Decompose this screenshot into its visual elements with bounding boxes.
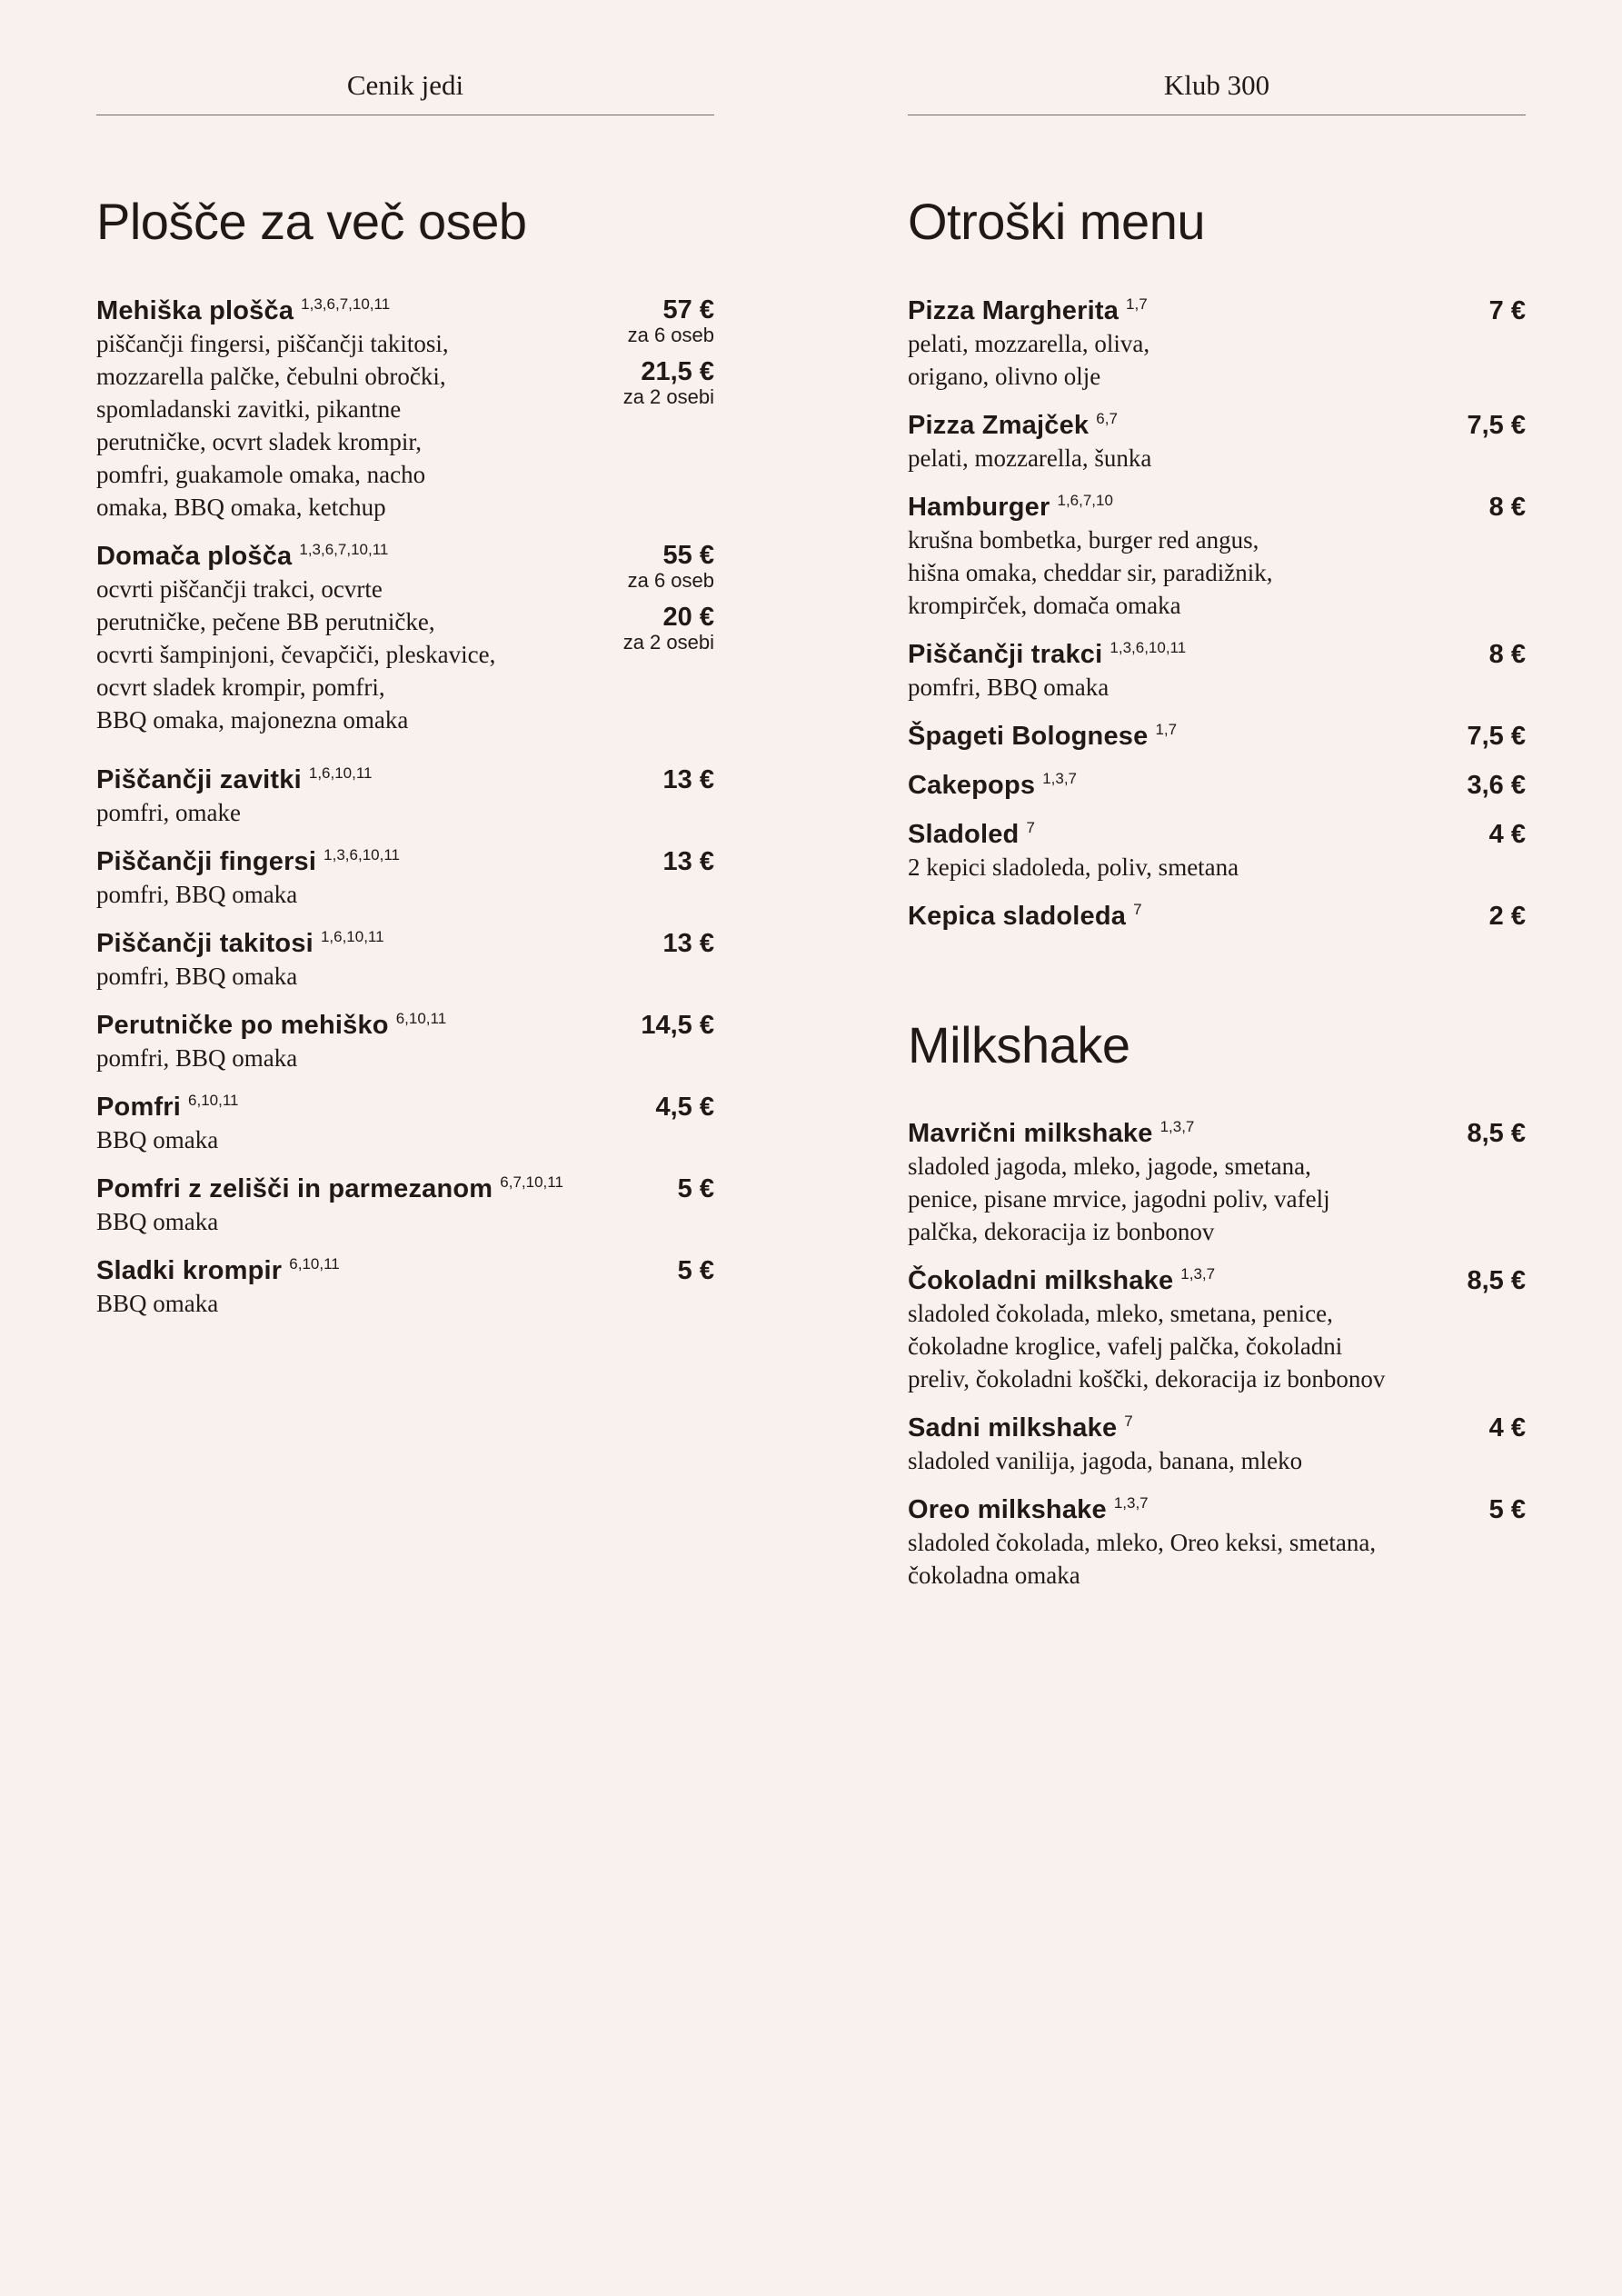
item-price: 55 € bbox=[662, 541, 714, 570]
item-description: BBQ omaka bbox=[96, 1126, 219, 1153]
desc-line: krompirček, domača omaka bbox=[908, 592, 1181, 619]
menu-item bbox=[908, 1412, 1526, 1477]
item-name: Piščančji fingersi bbox=[96, 847, 317, 876]
item-allergens: 6,10,11 bbox=[188, 1092, 239, 1109]
price-options bbox=[623, 294, 714, 418]
item-allergens: 1,3,7 bbox=[1159, 1118, 1195, 1135]
item-name: Piščančji zavitki bbox=[96, 765, 302, 794]
menu-item bbox=[96, 764, 714, 829]
desc-line: sladoled čokolada, mleko, Oreo keksi, smetana, bbox=[908, 1529, 1377, 1556]
item-allergens: 6,10,11 bbox=[289, 1255, 340, 1273]
item-description bbox=[908, 1297, 1417, 1395]
item-description bbox=[908, 1150, 1417, 1248]
item-price: 4 € bbox=[1488, 1413, 1526, 1442]
desc-line: perutničke, pečene BB perutničke, bbox=[96, 608, 435, 635]
item-name: Pizza Margherita bbox=[908, 296, 1119, 325]
item-description bbox=[908, 524, 1417, 622]
item-name: Čokoladni milkshake bbox=[908, 1266, 1174, 1295]
desc-line: hišna omaka, cheddar sir, paradižnik, bbox=[908, 559, 1273, 586]
item-name: Hamburger bbox=[908, 493, 1050, 522]
item-price: 5 € bbox=[677, 1174, 714, 1203]
item-description bbox=[96, 573, 532, 736]
menu-item bbox=[96, 1254, 714, 1320]
menu-item bbox=[96, 845, 714, 911]
item-allergens: 1,6,7,10 bbox=[1057, 492, 1113, 509]
item-allergens: 1,3,6,10,11 bbox=[1110, 639, 1187, 656]
desc-line: sladoled jagoda, mleko, jagode, smetana, bbox=[908, 1153, 1311, 1180]
item-description: pomfri, BBQ omaka bbox=[96, 1044, 298, 1072]
desc-line: omaka, BBQ omaka, ketchup bbox=[96, 494, 386, 521]
desc-line: ocvrt sladek krompir, pomfri, bbox=[96, 674, 385, 701]
item-allergens: 6,7 bbox=[1096, 410, 1118, 427]
desc-line: ocvrti piščančji trakci, ocvrte bbox=[96, 575, 383, 603]
menu-item bbox=[96, 1173, 714, 1238]
menu-item bbox=[908, 409, 1526, 474]
item-allergens: 7 bbox=[1124, 1413, 1133, 1430]
item-description: pomfri, BBQ omaka bbox=[96, 963, 298, 990]
item-allergens: 7 bbox=[1133, 901, 1142, 918]
menu-item bbox=[908, 769, 1526, 802]
milkshake-list bbox=[908, 1117, 1526, 1608]
item-allergens: 6,10,11 bbox=[395, 1010, 447, 1027]
desc-line: mozzarella palčke, čebulni obročki, bbox=[96, 363, 446, 390]
section-title-kids: Otroški menu bbox=[908, 193, 1205, 250]
item-description bbox=[908, 442, 1417, 474]
item-allergens: 1,7 bbox=[1155, 721, 1178, 738]
desc-line: piščančji fingersi, piščančji takitosi, bbox=[96, 330, 449, 357]
platters-list bbox=[96, 294, 714, 1336]
menu-item bbox=[96, 1009, 714, 1074]
desc-line: ocvrti šampinjoni, čevapčiči, pleskavice, bbox=[96, 641, 496, 668]
item-price: 8,5 € bbox=[1467, 1266, 1526, 1295]
desc-line: pelati, mozzarella, oliva, bbox=[908, 330, 1150, 357]
item-description bbox=[908, 851, 1417, 883]
item-allergens: 1,3,6,7,10,11 bbox=[301, 295, 391, 313]
item-name: Perutničke po mehiško bbox=[96, 1011, 389, 1040]
menu-item bbox=[96, 294, 714, 524]
desc-line: spomladanski zavitki, pikantne bbox=[96, 395, 402, 423]
item-name: Špageti Bolognese bbox=[908, 722, 1149, 751]
item-description: BBQ omaka bbox=[96, 1290, 219, 1317]
item-price: 8,5 € bbox=[1467, 1119, 1526, 1148]
item-price: 13 € bbox=[662, 929, 714, 958]
item-name: Sadni milkshake bbox=[908, 1413, 1118, 1442]
serving-note: za 2 osebi bbox=[622, 631, 714, 654]
item-allergens: 1,3,7 bbox=[1042, 770, 1078, 787]
item-name: Mehiška plošča bbox=[96, 296, 294, 325]
menu-item bbox=[96, 540, 714, 736]
kids-list bbox=[908, 294, 1526, 949]
item-price: 13 € bbox=[662, 847, 714, 876]
item-price: 4 € bbox=[1488, 820, 1526, 849]
item-price: 7,5 € bbox=[1467, 722, 1526, 751]
serving-note: za 6 oseb bbox=[627, 324, 714, 346]
item-price: 5 € bbox=[677, 1256, 714, 1285]
item-price: 5 € bbox=[1488, 1495, 1526, 1524]
menu-item bbox=[908, 294, 1526, 393]
item-price: 4,5 € bbox=[655, 1093, 714, 1122]
item-price: 21,5 € bbox=[641, 357, 714, 386]
menu-item bbox=[908, 818, 1526, 883]
running-head-left: Cenik jedi bbox=[346, 69, 464, 101]
item-allergens: 1,7 bbox=[1126, 295, 1148, 313]
serving-note: za 2 osebi bbox=[622, 385, 714, 408]
item-name: Piščančji takitosi bbox=[96, 929, 313, 958]
desc-line: preliv, čokoladni koščki, dekoracija iz bonbonov bbox=[908, 1365, 1386, 1393]
item-description bbox=[96, 327, 532, 524]
item-description bbox=[908, 327, 1417, 393]
desc-line: origano, olivno olje bbox=[908, 363, 1101, 390]
menu-item bbox=[908, 720, 1526, 753]
item-name: Cakepops bbox=[908, 771, 1036, 800]
item-name: Pomfri bbox=[96, 1093, 182, 1122]
item-price: 8 € bbox=[1488, 640, 1526, 669]
desc-line: penice, pisane mrvice, jagodni poliv, vafelj bbox=[908, 1185, 1330, 1213]
item-allergens: 6,7,10,11 bbox=[500, 1173, 563, 1191]
item-name: Piščančji trakci bbox=[908, 640, 1103, 669]
item-name: Pizza Zmajček bbox=[908, 411, 1090, 440]
item-name: Domača plošča bbox=[96, 542, 293, 571]
item-price: 13 € bbox=[662, 765, 714, 794]
item-description: pomfri, omake bbox=[96, 799, 241, 826]
menu-item bbox=[908, 1264, 1526, 1395]
serving-note: za 6 oseb bbox=[627, 569, 714, 592]
item-description bbox=[908, 671, 1417, 704]
menu-item bbox=[96, 927, 714, 993]
desc-line: pelati, mozzarella, šunka bbox=[908, 444, 1152, 472]
desc-line: čokoladna omaka bbox=[908, 1562, 1080, 1589]
item-allergens: 1,3,6,7,10,11 bbox=[299, 541, 389, 558]
item-price: 14,5 € bbox=[641, 1011, 714, 1040]
price-options bbox=[623, 540, 714, 664]
item-price: 20 € bbox=[662, 603, 714, 632]
desc-line: krušna bombetka, burger red angus, bbox=[908, 526, 1259, 554]
item-price: 2 € bbox=[1488, 902, 1526, 931]
item-price: 7 € bbox=[1488, 296, 1526, 325]
item-name: Sladki krompir bbox=[96, 1256, 283, 1285]
section-title-platters: Plošče za več oseb bbox=[96, 193, 527, 250]
item-allergens: 1,3,6,10,11 bbox=[323, 846, 400, 863]
item-name: Oreo milkshake bbox=[908, 1495, 1107, 1524]
item-name: Mavrični milkshake bbox=[908, 1119, 1153, 1148]
menu-item bbox=[908, 638, 1526, 704]
item-price: 8 € bbox=[1488, 493, 1526, 522]
item-allergens: 1,3,7 bbox=[1180, 1265, 1216, 1283]
item-description: BBQ omaka bbox=[96, 1208, 219, 1235]
item-price: 3,6 € bbox=[1467, 771, 1526, 800]
section-title-milkshake: Milkshake bbox=[908, 1016, 1130, 1073]
menu-item bbox=[908, 900, 1526, 933]
desc-line: čokoladne kroglice, vafelj palčka, čokoladni bbox=[908, 1333, 1343, 1360]
desc-line: sladoled čokolada, mleko, smetana, penice, bbox=[908, 1300, 1333, 1327]
running-head-right: Klub 300 bbox=[1163, 69, 1270, 101]
item-price: 7,5 € bbox=[1467, 411, 1526, 440]
item-description bbox=[908, 1526, 1417, 1592]
menu-item bbox=[908, 491, 1526, 622]
item-name: Pomfri z zelišči in parmezanom bbox=[96, 1174, 493, 1203]
item-description: pomfri, BBQ omaka bbox=[96, 881, 298, 908]
item-allergens: 1,6,10,11 bbox=[320, 928, 384, 945]
desc-line: BBQ omaka, majonezna omaka bbox=[96, 706, 409, 734]
menu-item bbox=[908, 1493, 1526, 1592]
item-name: Sladoled bbox=[908, 820, 1020, 849]
desc-line: pomfri, guakamole omaka, nacho bbox=[96, 461, 426, 488]
desc-line: pomfri, BBQ omaka bbox=[908, 674, 1110, 701]
desc-line: perutničke, ocvrt sladek krompir, bbox=[96, 428, 423, 455]
desc-line: palčka, dekoracija iz bonbonov bbox=[908, 1218, 1215, 1245]
menu-item bbox=[96, 1091, 714, 1156]
item-name: Kepica sladoleda bbox=[908, 902, 1127, 931]
desc-line: sladoled vanilija, jagoda, banana, mleko bbox=[908, 1447, 1303, 1474]
item-allergens: 1,3,7 bbox=[1113, 1494, 1149, 1512]
item-description bbox=[908, 1444, 1417, 1477]
menu-item bbox=[908, 1117, 1526, 1248]
item-allergens: 1,6,10,11 bbox=[308, 764, 373, 782]
item-price: 57 € bbox=[662, 295, 714, 324]
item-allergens: 7 bbox=[1026, 819, 1035, 836]
desc-line: 2 kepici sladoleda, poliv, smetana bbox=[908, 854, 1239, 881]
